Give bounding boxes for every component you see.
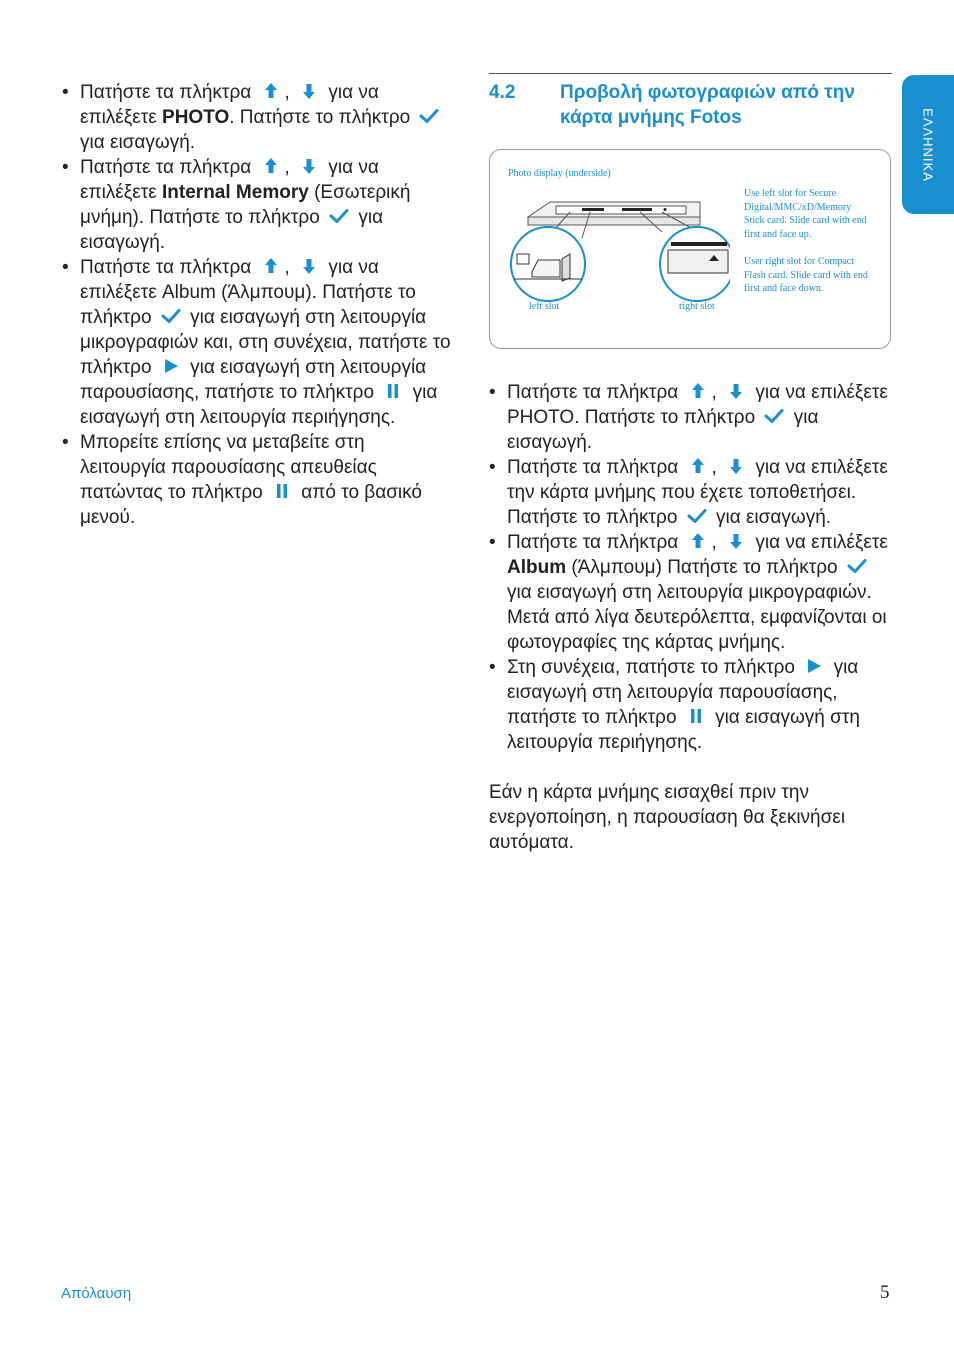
closing-paragraph: Εάν η κάρτα μνήμης εισαχθεί πριν την ενεργοποίηση, η παρουσίαση θα ξεκινήσει αυτόματα. — [489, 782, 846, 853]
down-arrow-icon — [298, 256, 320, 276]
language-tab — [902, 75, 954, 214]
check-icon — [328, 206, 350, 226]
up-arrow-icon — [687, 381, 709, 401]
list-item: • Πατήστε τα πλήκτρα , για να επιλέξετε PHOTO. Πατήστε το πλήκτρο για εισαγωγή. — [62, 80, 454, 155]
left-column — [62, 80, 454, 530]
list-item: • Πατήστε τα πλήκτρα , για να επιλέξετε PHOTO. Πατήστε το πλήκτρο για εισαγωγή. — [489, 380, 891, 455]
down-arrow-icon — [725, 531, 747, 551]
left-slot-note: Use left slot for Secure Digital/MMC/xD/Memory Stick card. Slide card with end first and face up. — [744, 188, 867, 240]
right-slot-label: right slot — [679, 301, 715, 312]
left-instruction-list — [62, 80, 454, 530]
list-item: • Μπορείτε επίσης να μεταβείτε στη λειτουργία παρουσίασης απευθείας πατώντας το πλήκτρο από το βασικό μενού. — [62, 430, 454, 530]
page-number: 5 — [880, 1282, 890, 1303]
right-slot-note: User right slot for Compact Flash card. Slide card with end first and face down. — [744, 256, 868, 294]
section-rule — [489, 73, 892, 74]
up-arrow-icon — [687, 456, 709, 476]
footer-section-name: Απόλαυση — [61, 1285, 132, 1302]
right-instruction-list — [489, 380, 891, 755]
language-tab-label: ΕΛΛΗΝΙΚΑ — [920, 108, 936, 182]
play-icon — [160, 356, 182, 376]
list-item: • Στη συνέχεια, πατήστε το πλήκτρο για εισαγωγή στη λειτουργία παρουσίασης, πατήστε το πλήκτρο για εισαγωγή στη λειτουργία περιήγησης. — [489, 655, 891, 755]
section-number: 4.2 — [489, 82, 516, 103]
list-item: • Πατήστε τα πλήκτρα , για να επιλέξετε Album (Άλμπουμ) Πατήστε το πλήκτρο για εισαγωγή στη λειτουργία μικρογραφιών. Μετά από λίγα δευτερόλεπτα, εμφανίζονται οι φωτογραφίες της κάρτας μνήμης. — [489, 530, 891, 655]
figure-caption: Photo display (underside) — [508, 168, 611, 179]
check-icon — [763, 406, 785, 426]
list-item: • Πατήστε τα πλήκτρα , για να επιλέξετε Album (Άλμπουμ). Πατήστε το πλήκτρο για εισαγωγή στη λειτουργία μικρογραφιών και, στη συνέχεια, πατήστε το πλήκτρο για εισαγωγή στη λειτουργία παρουσίασης, πατήστε το πλήκτρο για εισαγωγή στη λειτουργία περιήγησης. — [62, 255, 454, 430]
pause-icon — [382, 381, 404, 401]
down-arrow-icon — [725, 456, 747, 476]
list-item: • Πατήστε τα πλήκτρα , για να επιλέξετε την κάρτα μνήμης που έχετε τοποθετήσει. Πατήστε το πλήκτρο για εισαγωγή. — [489, 455, 891, 530]
right-column — [489, 80, 891, 874]
section-title: Προβολή φωτογραφιών από την κάρτα μνήμης Fotos — [560, 82, 855, 128]
left-slot-label: left slot — [529, 301, 560, 312]
up-arrow-icon — [260, 81, 282, 101]
check-icon — [160, 306, 182, 326]
down-arrow-icon — [298, 81, 320, 101]
pause-icon — [685, 706, 707, 726]
check-icon — [846, 556, 868, 576]
down-arrow-icon — [725, 381, 747, 401]
list-item: • Πατήστε τα πλήκτρα , για να επιλέξετε Internal Memory (Εσωτερική μνήμη). Πατήστε το πλήκτρο για εισαγωγή. — [62, 155, 454, 255]
up-arrow-icon — [260, 156, 282, 176]
check-icon — [686, 506, 708, 526]
up-arrow-icon — [687, 531, 709, 551]
check-icon — [418, 106, 440, 126]
down-arrow-icon — [298, 156, 320, 176]
play-icon — [803, 656, 825, 676]
up-arrow-icon — [260, 256, 282, 276]
pause-icon — [271, 481, 293, 501]
